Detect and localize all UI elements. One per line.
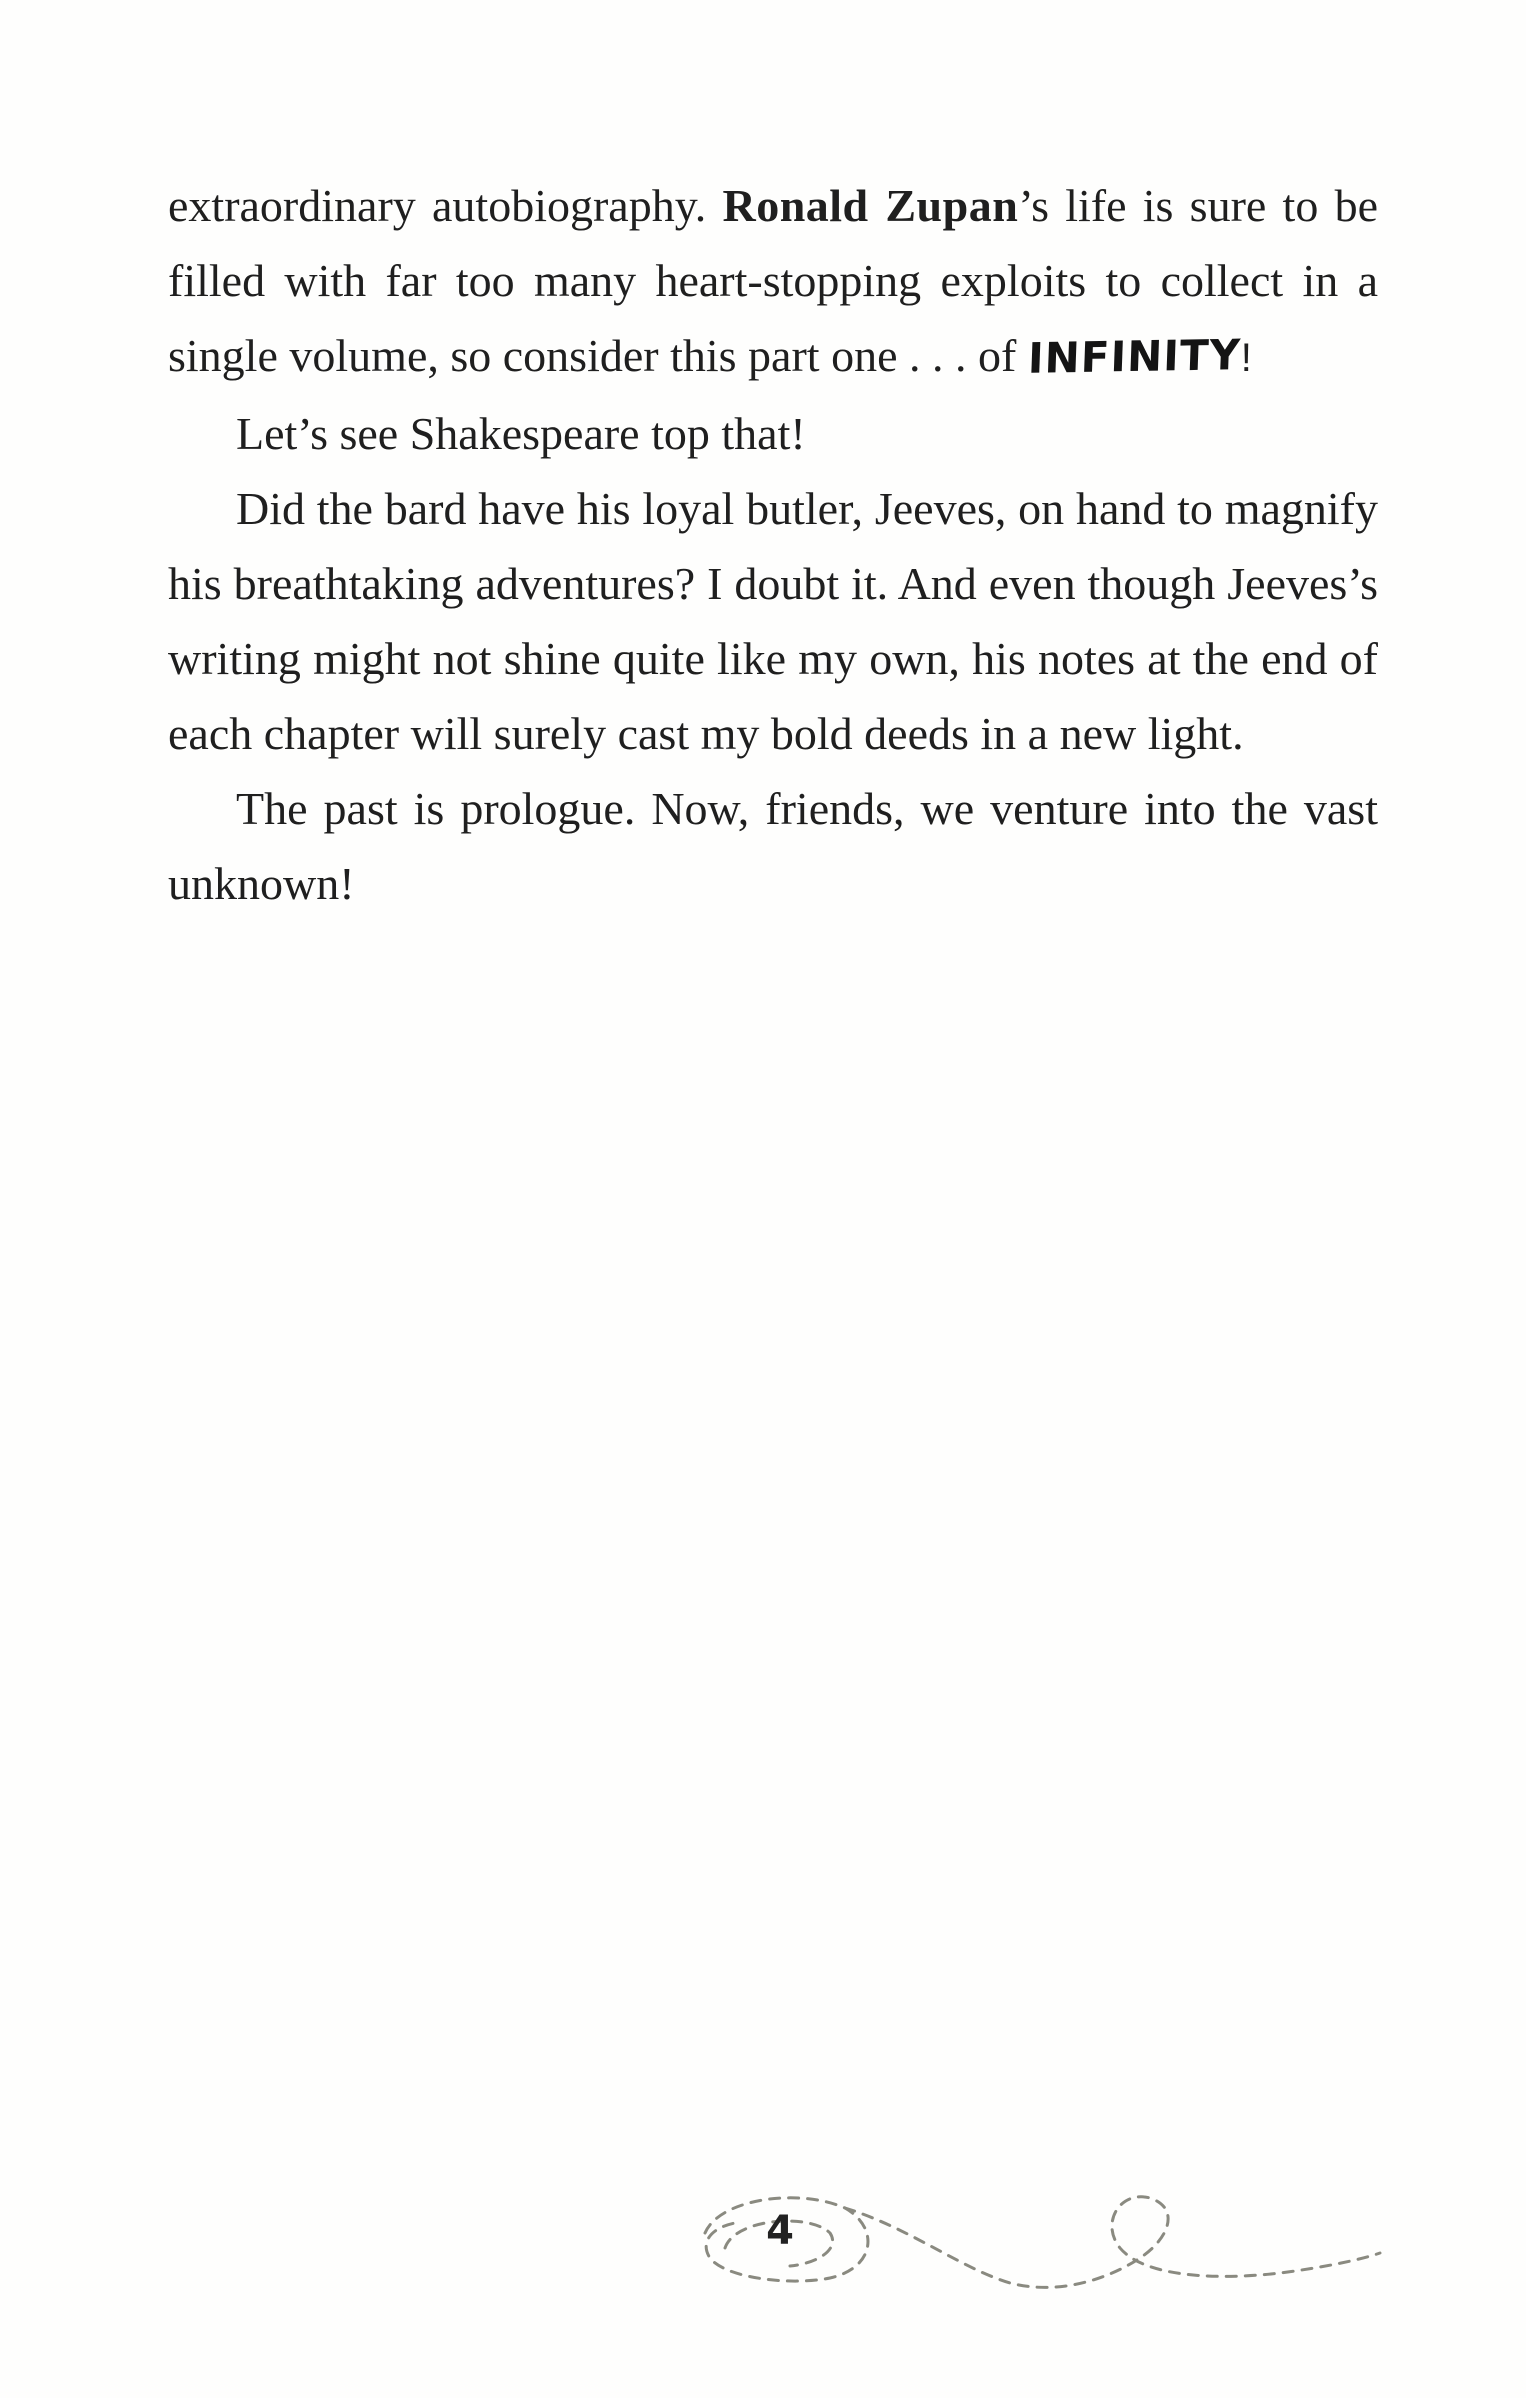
infinity-word: INFINITY (1026, 330, 1242, 383)
paragraph-4: The past is prologue. Now, friends, we venture into the vast unknown! (168, 783, 1378, 909)
page-footer (680, 2168, 1400, 2348)
infinity-exclamation: ! (1240, 336, 1252, 380)
body-text (168, 168, 1378, 921)
dashed-swirl-ornament-icon (680, 2168, 1400, 2348)
paragraph-1-rest: ’s life is sure to be filled with far too many heart-stopping exploits to collect in a single volume, so consider this part one . . . of (168, 180, 1378, 381)
bold-name-ronald-zupan: Ronald Zupan (722, 180, 1019, 231)
paragraph-1-start: extraordinary autobiography. (168, 180, 723, 231)
paragraph-3: Did the bard have his loyal butler, Jeeves, on hand to magnify his breathtaking adventures? I doubt it. And even though Jeeves’s writing might not shine quite like my own, his notes at the end of each chapter will surely cast my bold deeds in a new light. (168, 483, 1378, 759)
paragraph-1 (168, 168, 1378, 396)
page-number: 4 (766, 2208, 794, 2254)
paragraph-2: Let’s see Shakespeare top that! (236, 408, 806, 459)
